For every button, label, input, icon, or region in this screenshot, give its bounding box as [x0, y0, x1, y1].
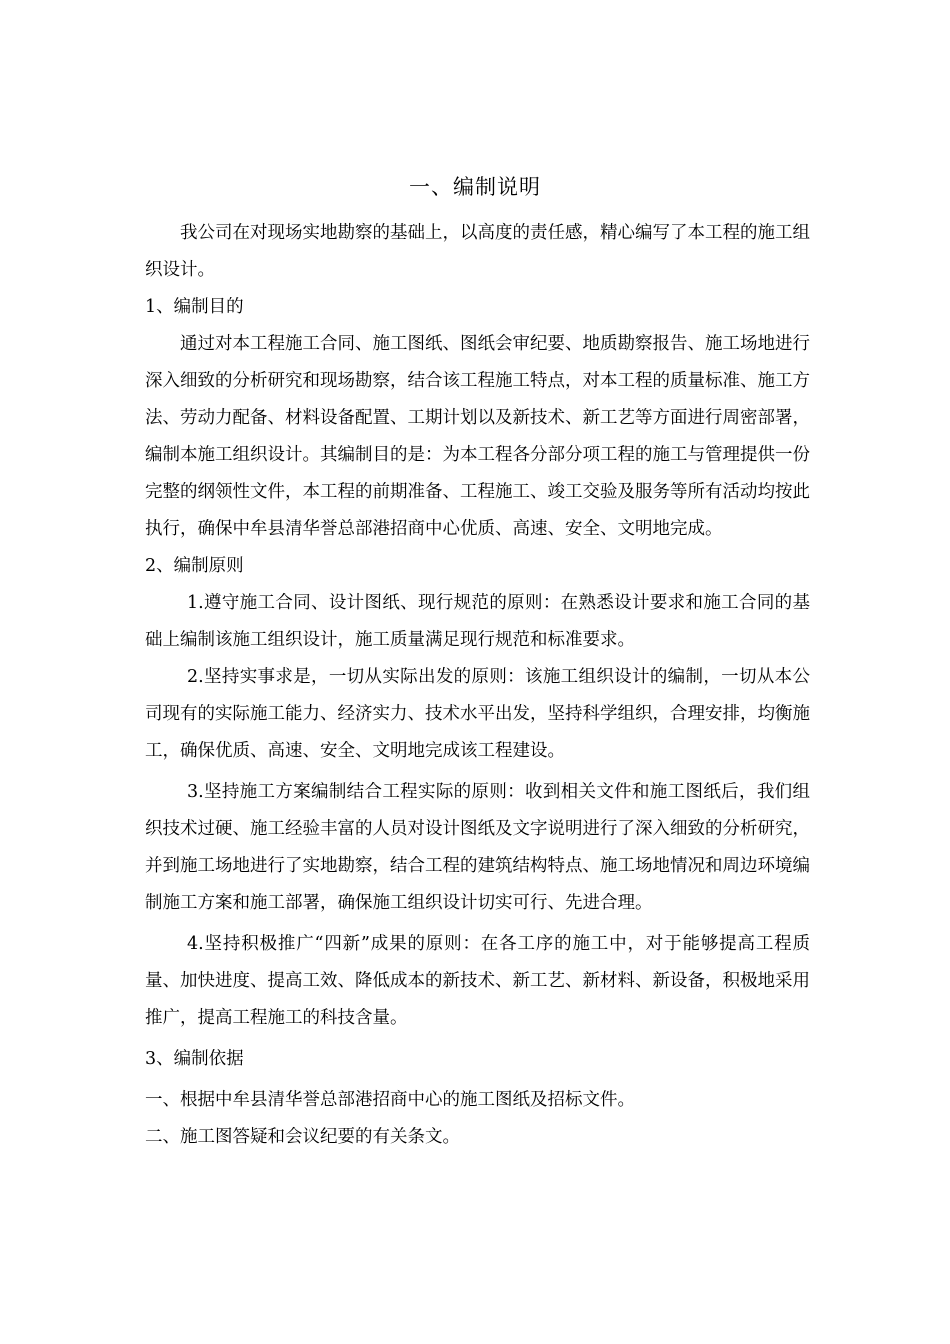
section-heading-purpose: 1、编制目的: [145, 297, 244, 317]
basis-item-2: 二、施工图答疑和会议纪要的有关条文。: [145, 1127, 460, 1147]
document-title: 一、编制说明: [409, 175, 541, 199]
principle-item-3: 3.坚持施工方案编制结合工程实际的原则：收到相关文件和施工图纸后，我们组织技术过硬、施工经验丰富的人员对设计图纸及文字说明进行了深入细致的分析研究，并到施工场地进行了实地勘察，结合工程的建筑结构特点、施工场地情况和周边环境编制施工方案和施工部署，确保施工组织设计切实可行、先进合理。: [145, 782, 810, 913]
principle-item-2: 2.坚持实事求是，一切从实际出发的原则：该施工组织设计的编制，一切从本公司现有的实际施工能力、经济实力、技术水平出发，坚持科学组织，合理安排，均衡施工，确保优质、高速、安全、文明地完成该工程建设。: [145, 667, 810, 761]
section-heading-principles: 2、编制原则: [145, 556, 244, 576]
purpose-paragraph: 通过对本工程施工合同、施工图纸、图纸会审纪要、地质勘察报告、施工场地进行深入细致的分析研究和现场勘察，结合该工程施工特点，对本工程的质量标准、施工方法、劳动力配备、材料设备配置、工期计划以及新技术、新工艺等方面进行周密部署，编制本施工组织设计。其编制目的是：为本工程各分部分项工程的施工与管理提供一份完整的纲领性文件，本工程的前期准备、工程施工、竣工交验及服务等所有活动均按此执行，确保中牟县清华誉总部港招商中心优质、高速、安全、文明地完成。: [145, 334, 810, 539]
basis-item-1: 一、根据中牟县清华誉总部港招商中心的施工图纸及招标文件。: [145, 1090, 635, 1110]
intro-paragraph: 我公司在对现场实地勘察的基础上，以高度的责任感，精心编写了本工程的施工组织设计。: [145, 223, 810, 280]
principle-item-4: 4.坚持积极推广“四新”成果的原则：在各工序的施工中，对于能够提高工程质量、加快进度、提高工效、降低成本的新技术、新工艺、新材料、新设备，积极地采用推广，提高工程施工的科技含量。: [145, 934, 810, 1028]
section-heading-basis: 3、编制依据: [145, 1049, 244, 1069]
principle-item-1: 1.遵守施工合同、设计图纸、现行规范的原则：在熟悉设计要求和施工合同的基础上编制该施工组织设计，施工质量满足现行规范和标准要求。: [145, 593, 810, 650]
document-body: [145, 215, 810, 1156]
